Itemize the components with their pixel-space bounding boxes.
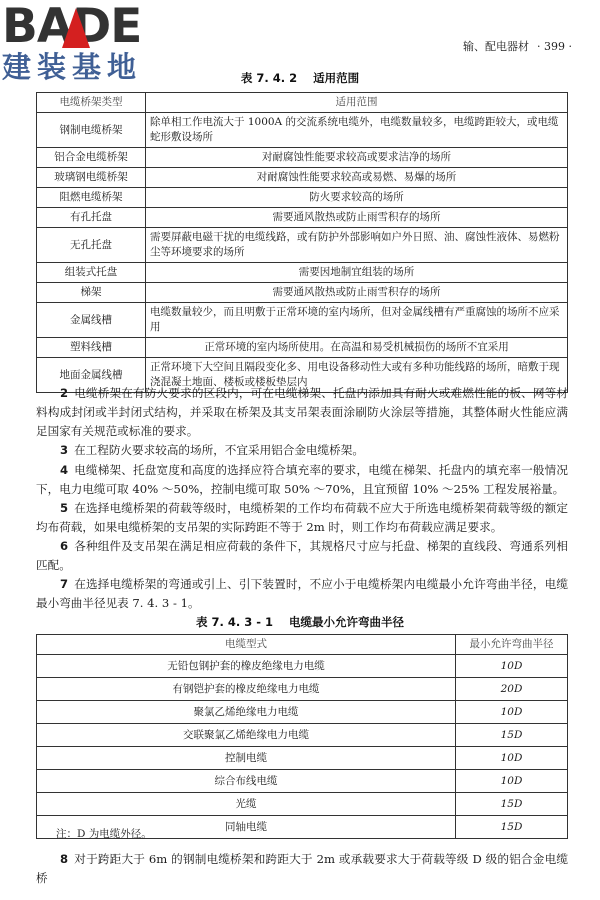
cell-model: 有钢铠护套的橡皮绝缘电力电缆 (37, 678, 456, 701)
paragraph-7 (36, 575, 568, 613)
cell-scope: 除单相工作电流大于 1000A 的交流系统电缆外，电缆数量较多，电缆跨距较大，或电缆蛇形敷设场所 (146, 113, 568, 148)
paragraph-4 (36, 461, 568, 499)
cell-scope: 正常环境的室内场所使用。在高温和易受机械损伤的场所不宜采用 (146, 338, 568, 358)
cell-scope: 需要屏蔽电磁干扰的电缆线路，或有防护外部影响如户外日照、油、腐蚀性液体、易燃粉尘等环境要求的场所 (146, 228, 568, 263)
cell-scope: 需要通风散热或防止雨雪积存的场所 (146, 208, 568, 228)
section-title: 输、配电器材 (463, 40, 530, 53)
paragraph-2 (36, 384, 568, 441)
cell-radius: 10D (456, 770, 568, 793)
paragraph-number: 3 (60, 443, 69, 457)
paragraph-number: 2 (60, 386, 69, 400)
cell-scope: 需要通风散热或防止雨雪积存的场所 (146, 283, 568, 303)
cell-radius: 10D (456, 701, 568, 724)
table-row (37, 228, 568, 263)
column-header-scope: 适用范围 (146, 93, 568, 113)
table2-caption (0, 614, 600, 630)
paragraph-3 (36, 441, 568, 460)
paragraph-text: 电缆桥架在有防火要求的区段内，可在电缆梯架、托盘内添加具有耐火或难燃性能的板、网等材料构成封闭或半封闭式结构，并采取在桥架及其支吊架表面涂刷防火涂层等措施，其整体耐火性能应满足国家有关规范或标准的要求。 (36, 386, 568, 438)
table-header-row (37, 93, 568, 113)
logo-brand-text: BADE (2, 0, 142, 54)
logo-subtitle: 建装基地 (2, 50, 143, 84)
paragraph-number: 6 (60, 539, 69, 553)
table-bend-radius (36, 634, 568, 839)
cell-type: 地面金属线槽 (37, 358, 146, 393)
paragraph-5 (36, 499, 568, 537)
paragraph-text: 电缆梯架、托盘宽度和高度的选择应符合填充率的要求，电缆在梯架、托盘内的填充率一般情况下，电力电缆可取 40% ～50%，控制电缆可取 50% ～70%，且宜预留 10% ～25% 工程发展裕量。 (36, 463, 568, 496)
cell-type: 铝合金电缆桥架 (37, 148, 146, 168)
column-header-type: 电缆桥架类型 (37, 93, 146, 113)
table-row (37, 655, 568, 678)
cell-type: 钢制电缆桥架 (37, 113, 146, 148)
cell-model: 无铅包钢护套的橡皮绝缘电力电缆 (37, 655, 456, 678)
table-row (37, 770, 568, 793)
cell-model: 光缆 (37, 793, 456, 816)
cell-scope: 正常环境下大空间且隔段变化多、用电设备移动性大或有多种功能线路的场所，暗敷于现浇混凝土地面、楼板或楼板垫层内 (146, 358, 568, 393)
table-row (37, 208, 568, 228)
paragraph-text: 各种组件及支吊架在满足相应荷载的条件下，其规格尺寸应与托盘、梯架的直线段、弯通系列相匹配。 (36, 539, 568, 572)
table2-note: 注：D 为电缆外径。 (56, 828, 152, 840)
table1-title: 适用范围 (313, 71, 360, 85)
logo-mark (2, 2, 172, 52)
cell-type: 玻璃钢电缆桥架 (37, 168, 146, 188)
table-applicable-scope (36, 92, 568, 393)
cell-model: 综合布线电缆 (37, 770, 456, 793)
page-number: · 399 · (537, 40, 572, 53)
cell-radius: 10D (456, 747, 568, 770)
table-row (37, 701, 568, 724)
cell-type: 有孔托盘 (37, 208, 146, 228)
table-row (37, 113, 568, 148)
logo-triangle-icon (62, 8, 90, 48)
table-row (37, 724, 568, 747)
column-header-radius: 最小允许弯曲半径 (456, 635, 568, 655)
table-row (37, 747, 568, 770)
cell-type: 梯架 (37, 283, 146, 303)
paragraph-number: 4 (60, 463, 69, 477)
paragraph-number: 8 (60, 852, 69, 866)
paragraph-text: 在工程防火要求较高的场所，不宜采用铝合金电缆桥架。 (74, 443, 364, 457)
cell-type: 组装式托盘 (37, 263, 146, 283)
cell-model: 交联聚氯乙烯绝缘电力电缆 (37, 724, 456, 747)
cell-type: 无孔托盘 (37, 228, 146, 263)
cell-radius: 15D (456, 816, 568, 839)
table-row (37, 148, 568, 168)
paragraph-number: 7 (60, 577, 69, 591)
paragraph-6 (36, 537, 568, 575)
cell-model: 控制电缆 (37, 747, 456, 770)
cell-scope: 电缆数量较少，而且明敷于正常环境的室内场所，但对金属线槽有严重腐蚀的场所不应采用 (146, 303, 568, 338)
table-row (37, 303, 568, 338)
table-row (37, 283, 568, 303)
paragraph-8 (36, 850, 568, 888)
cell-radius: 15D (456, 724, 568, 747)
cell-scope: 需要因地制宜组装的场所 (146, 263, 568, 283)
cell-type: 塑料线槽 (37, 338, 146, 358)
paragraph-text: 在选择电缆桥架的荷载等级时，电缆桥架的工作均布荷载不应大于所选电缆桥架荷载等级的额定均布荷载，如果电缆桥架的支吊架的实际跨距不等于 2m 时，则工作均布荷载应满足要求。 (36, 501, 568, 534)
table2-title: 电缆最小允许弯曲半径 (289, 615, 405, 629)
page-header (463, 38, 572, 54)
column-header-model: 电缆型式 (37, 635, 456, 655)
table-row (37, 338, 568, 358)
table-header-row (37, 635, 568, 655)
cell-type: 金属线槽 (37, 303, 146, 338)
cell-model: 聚氯乙烯绝缘电力电缆 (37, 701, 456, 724)
table2-number: 表 7. 4. 3 - 1 (195, 615, 274, 629)
cell-radius: 10D (456, 655, 568, 678)
table1-number: 表 7. 4. 2 (240, 71, 298, 85)
cell-scope: 对耐腐蚀性能要求较高或要求洁净的场所 (146, 148, 568, 168)
paragraph-number: 5 (60, 501, 69, 515)
table-row (37, 188, 568, 208)
paragraph-text: 在选择电缆桥架的弯通或引上、引下装置时，不应小于电缆桥架内电缆最小允许弯曲半径，电缆最小弯曲半径见表 7. 4. 3 - 1。 (36, 577, 568, 610)
table-row (37, 793, 568, 816)
cell-radius: 20D (456, 678, 568, 701)
cell-type: 阻燃电缆桥架 (37, 188, 146, 208)
cell-model: 同轴电缆 (37, 816, 456, 839)
table1-caption (0, 70, 600, 86)
paragraph-text: 对于跨距大于 6m 的钢制电缆桥架和跨距大于 2m 或承载要求大于荷载等级 D 级的铝合金电缆桥 (36, 852, 568, 885)
cell-scope: 对耐腐蚀性能要求较高或易燃、易爆的场所 (146, 168, 568, 188)
table-row (37, 168, 568, 188)
cell-scope: 防火要求较高的场所 (146, 188, 568, 208)
cell-radius: 15D (456, 793, 568, 816)
table-row (37, 263, 568, 283)
table-row (37, 678, 568, 701)
